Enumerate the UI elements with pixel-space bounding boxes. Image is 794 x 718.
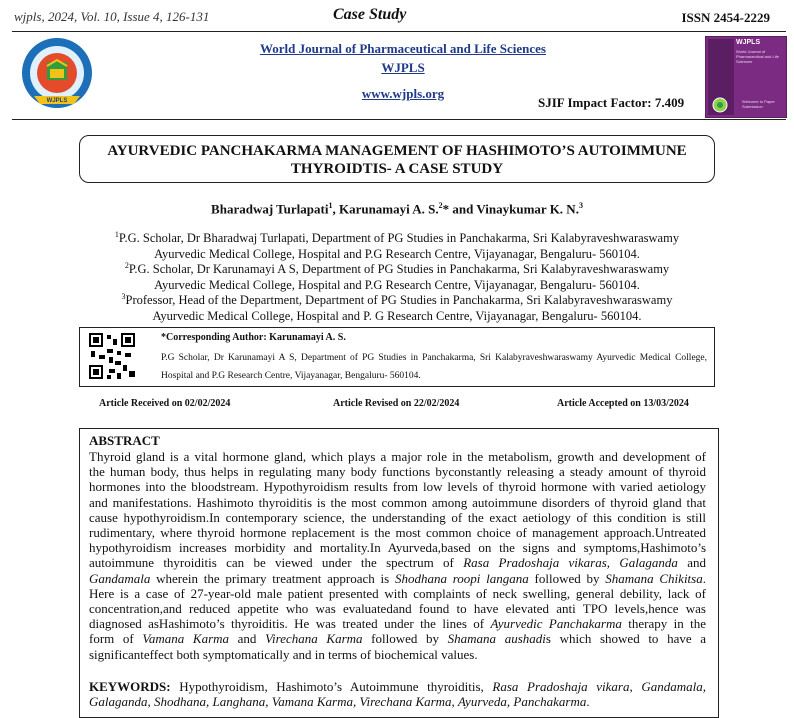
header-bottom-divider	[12, 119, 786, 120]
abstract-line	[89, 555, 706, 570]
abstract-line: Here is a case of 27-year-old male patient presented with complaints of neck swelling, general debility, lack of	[89, 585, 706, 601]
abstract-line-text: followed by	[362, 631, 448, 647]
keywords-text: .	[586, 694, 590, 710]
abstract-line-text: s which showed to have a	[545, 631, 707, 647]
affiliation-3-line1: Professor, Head of the Department, Department of PG Studies in Panchakarma, Sri Kalabyraveshwaraswamy	[125, 293, 673, 308]
header-divider	[12, 31, 786, 32]
abstract-term: Shamana Chikitsa	[605, 570, 703, 586]
qr-code-icon[interactable]	[87, 331, 137, 381]
abstract-line-text: therapy in the	[621, 616, 707, 632]
abstract-line-text: diagnosed asHashimoto’s thyroiditis. He was treated under the lines of	[89, 616, 491, 632]
abstract-text	[89, 449, 706, 662]
affiliation-1-sup: 1	[114, 230, 119, 239]
abstract-term: Ayurvedic Panchakarma	[490, 616, 622, 632]
abstract-line	[89, 571, 706, 586]
abstract-heading: ABSTRACT	[89, 433, 160, 448]
author-1: Bharadwaj Turlapati	[211, 201, 329, 217]
keywords-line	[89, 694, 706, 709]
abstract-line-text: form of	[89, 631, 143, 647]
abstract-term: Rasa Pradoshaja vikaras, Galaganda	[463, 555, 678, 571]
abstract-term: Shamana aushadi	[447, 631, 546, 647]
keywords-label: KEYWORDS:	[89, 679, 171, 694]
abstract-line-text: followed by	[528, 570, 606, 586]
keywords-line	[89, 679, 706, 694]
author-3-sup: 3	[578, 201, 583, 210]
abstract-line: rudimentary, where thyroid hormone replacement is the most common choice of management approach.Untreated	[89, 525, 706, 541]
journal-abbr-link[interactable]: WJPLS	[381, 60, 425, 75]
affiliation-3-sup: 3	[121, 292, 126, 301]
logo-abbr: WJPLS	[46, 98, 68, 104]
impact-factor: SJIF Impact Factor: 7.409	[538, 95, 685, 110]
abstract-line: Thyroid gland is a vital hormone gland, which plays a major role in the metabolism, growth and development of	[89, 449, 706, 464]
date-revised: Article Revised on 22/02/2024	[333, 398, 460, 409]
author-separator: ,	[332, 201, 339, 217]
cover-footer: Welcome to Paper Submission	[742, 99, 775, 109]
affiliation-2	[60, 258, 734, 293]
author-2-sup: 2	[438, 201, 443, 210]
abstract-line: significanteffect both symptomatically and in terms of biochemical values.	[89, 646, 478, 662]
abstract-term: Vamana Karma	[142, 631, 230, 647]
abstract-line-text: wherein the primary treatment approach is	[150, 570, 395, 586]
issn-text: ISSN 2454-2229	[681, 10, 770, 25]
abstract-term: Gandamala	[89, 570, 151, 586]
keywords-text: Hypothyroidism, Hashimoto’s Autoimmune thyroiditis,	[170, 679, 493, 694]
corresponding-author-text: P.G Scholar, Dr Karunamayi A S, Department of PG Studies in Panchakarma, Sri Kalabyraveshwaraswamy Ayurvedic Medical College, Hospital and P.G Research Centre, Vijayanagar, Bengaluru- 560104.	[161, 353, 707, 381]
abstract-term: Shodhana roopi langana	[394, 570, 529, 586]
abstract-line	[89, 616, 706, 631]
corresponding-author-heading: *Corresponding Author: Karunamayi A. S.	[161, 332, 346, 343]
abstract-term: Virechana Karma	[265, 631, 363, 647]
keywords-text: ,	[629, 679, 642, 694]
date-received: Article Received on 02/02/2024	[99, 398, 231, 409]
author-2: Karunamayi A. S.	[338, 201, 439, 217]
article-title-line2: THYROIDTIS- A CASE STUDY	[290, 161, 504, 177]
abstract-line: concentration,and reduced appetite who was evaluatedand found to have elevated anti TPO levels,hence was	[89, 601, 706, 617]
journal-cover-image	[705, 36, 787, 118]
affiliation-1	[60, 227, 734, 262]
affiliation-1-line1: P.G. Scholar, Dr Bharadwaj Turlapati, Department of PG Studies in Panchakarma, Sri Kalabyraveshwaraswamy	[118, 231, 680, 246]
article-title-line1: AYURVEDIC PANCHAKARMA MANAGEMENT OF HASHIMOTO’S AUTOIMMUNE	[107, 143, 687, 159]
article-type: Case Study	[333, 6, 407, 23]
journal-logo	[14, 36, 100, 110]
author-3: Vinaykumar K. N.	[476, 201, 579, 217]
abstract-line-text: and	[677, 555, 706, 571]
article-title-box	[79, 135, 715, 183]
date-accepted: Article Accepted on 13/03/2024	[557, 398, 689, 409]
author-1-sup: 1	[328, 201, 333, 210]
affiliation-3-line2: Ayurvedic Medical College, Hospital and P. G Research Centre, Vijayanagar, Bengaluru- 560104.	[152, 308, 642, 323]
keyword-term: Gandamala,	[641, 679, 706, 694]
cover-title: WJPLS	[736, 39, 761, 46]
affiliation-2-line1: P.G. Scholar, Dr Karunamayi A S, Department of PG Studies in Panchakarma, Sri Kalabyraveshwaraswamy	[128, 262, 670, 277]
cover-subtitle: World Journal of Pharmaceutical and Life Sciences	[736, 49, 779, 64]
keyword-term: Galaganda, Shodhana, Langhana, Vamana Karma, Virechana Karma, Ayurveda, Panchakarma	[89, 694, 587, 710]
author-2-mark: * and	[442, 201, 477, 217]
abstract-line-text: autoimmune thyroiditis can be viewed under the spectrum of	[89, 555, 464, 571]
keyword-term: Rasa Pradoshaja vikara	[492, 679, 630, 694]
affiliation-3	[60, 289, 734, 324]
affiliation-2-sup: 2	[124, 261, 129, 270]
affiliation-1-line2: Ayurvedic Medical College, Hospital and P.G Research Centre, Vijayanagar, Bengaluru- 560104.	[154, 246, 640, 261]
abstract-line-text: and	[229, 631, 266, 647]
journal-name-link[interactable]: World Journal of Pharmaceutical and Life Sciences	[260, 41, 546, 56]
abstract-line: and manifestations. Hashimoto thyroiditis is the most common among autoimmune disorders of thyroid gland that	[89, 494, 706, 510]
abstract-line: the human body, thus helps in regulating many body functions byconstantly releasing a steady amount of thyroid	[89, 464, 706, 480]
abstract-line: hormones into the bloodstream. Hypothyroidism results from low levels of thyroid hormone with varied aetiology	[89, 479, 706, 495]
journal-url-link[interactable]: www.wjpls.org	[361, 86, 445, 101]
citation-text: wjpls, 2024, Vol. 10, Issue 4, 126-131	[14, 9, 210, 24]
abstract-line-text: .	[702, 570, 706, 586]
abstract-line: hypothyroidism increases morbidity and mortality.In Ayurveda,based on the signs and symptoms,Hashimoto’s	[89, 540, 706, 556]
affiliation-2-line2: Ayurvedic Medical College, Hospital and P.G Research Centre, Vijayanagar, Bengaluru- 560104.	[154, 277, 640, 292]
abstract-line	[89, 631, 706, 646]
author-list	[60, 201, 734, 217]
abstract-line: cause hypothyroidism.In contemporary science, the understanding of the exact aetiology of this condition is still	[89, 509, 706, 525]
